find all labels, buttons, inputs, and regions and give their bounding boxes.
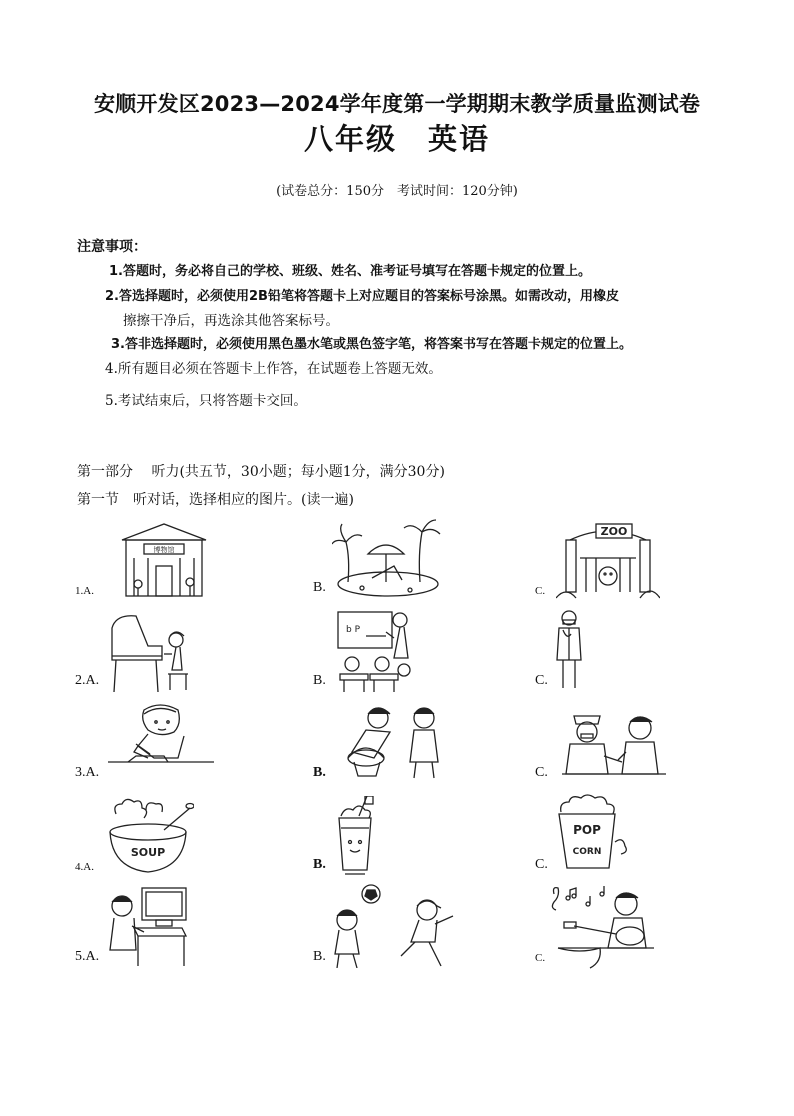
- notice-item-3: 3.答非选择题时，必须使用黑色墨水笔或黑色签字笔，将答案书写在答题卡规定的位置上。: [111, 337, 632, 352]
- q5-option-a-label: 5.A.: [75, 949, 100, 964]
- boy-writing-picture-icon: [108, 702, 216, 778]
- q4-option-a-label: 4.A.: [75, 861, 94, 873]
- doctor-patient-picture-icon: [562, 708, 666, 782]
- q3-option-b-label: B.: [313, 765, 326, 780]
- picnic-basket-picture-icon: [334, 702, 442, 780]
- svg-text:CORN: CORN: [572, 847, 602, 857]
- notice-item-4: 4.所有题目必须在答题卡上作答，在试题卷上答题无效。: [105, 361, 442, 377]
- piano-picture-icon: [106, 610, 192, 694]
- q2-option-c-label: C.: [535, 673, 548, 688]
- svg-text:b P: b P: [346, 625, 361, 635]
- q4-option-b-label: B.: [313, 857, 326, 872]
- popcorn-picture-icon: [551, 792, 631, 874]
- notice-item-2: 2.答选择题时，必须使用2B铅笔将答题卡上对应题目的答案标号涂黑。如需改动，用橡皮: [105, 289, 619, 304]
- section1-heading: 第一节 听对话，选择相应的图片。(读一遍): [77, 492, 354, 508]
- part1-heading: 第一部分 听力(共五节，30小题；每小题1分，满分30分): [77, 464, 445, 480]
- museum-picture-icon: [118, 518, 210, 600]
- exam-title: 安顺开发区2023—2024学年度第一学期期末教学质量监测试卷: [93, 92, 701, 116]
- q3-option-a-label: 3.A.: [75, 765, 100, 780]
- svg-text:SOUP: SOUP: [130, 846, 166, 859]
- guitar-player-picture-icon: [550, 884, 658, 970]
- q2-option-b-label: B.: [313, 673, 326, 688]
- q1-option-c-label: C.: [535, 585, 546, 597]
- beach-picture-icon: [332, 518, 444, 600]
- exam-info: (试卷总分：150分 考试时间：120分钟): [276, 184, 518, 199]
- notice-item-2-cont: 擦擦干净后，再选涂其他答案标号。: [123, 313, 339, 329]
- zoo-picture-icon: [556, 518, 660, 602]
- q2-option-a-label: 2.A.: [75, 673, 100, 688]
- notice-item-1: 1.答题时，务必将自己的学校、班级、姓名、准考证号填写在答题卡规定的位置上。: [109, 264, 591, 279]
- svg-text:博物馆: 博物馆: [153, 546, 175, 554]
- exam-subtitle: 八年级 英语: [303, 122, 490, 156]
- soup-bowl-picture-icon: [104, 796, 194, 878]
- doctor-picture-icon: [553, 608, 585, 692]
- teacher-class-picture-icon: [332, 608, 416, 692]
- q1-option-a-label: 1.A.: [75, 585, 94, 597]
- svg-text:POP: POP: [573, 823, 601, 837]
- notice-item-5: 5.考试结束后，只将答题卡交回。: [105, 393, 307, 409]
- milkshake-picture-icon: [333, 796, 377, 878]
- notice-heading: 注意事项：: [77, 239, 147, 255]
- q1-option-b-label: B.: [313, 580, 326, 595]
- computer-user-picture-icon: [104, 886, 190, 968]
- soccer-kids-picture-icon: [331, 884, 465, 968]
- q5-option-b-label: B.: [313, 949, 326, 964]
- svg-text:ZOO: ZOO: [600, 525, 628, 538]
- q5-option-c-label: C.: [535, 952, 546, 964]
- q4-option-c-label: C.: [535, 857, 548, 872]
- q3-option-c-label: C.: [535, 765, 548, 780]
